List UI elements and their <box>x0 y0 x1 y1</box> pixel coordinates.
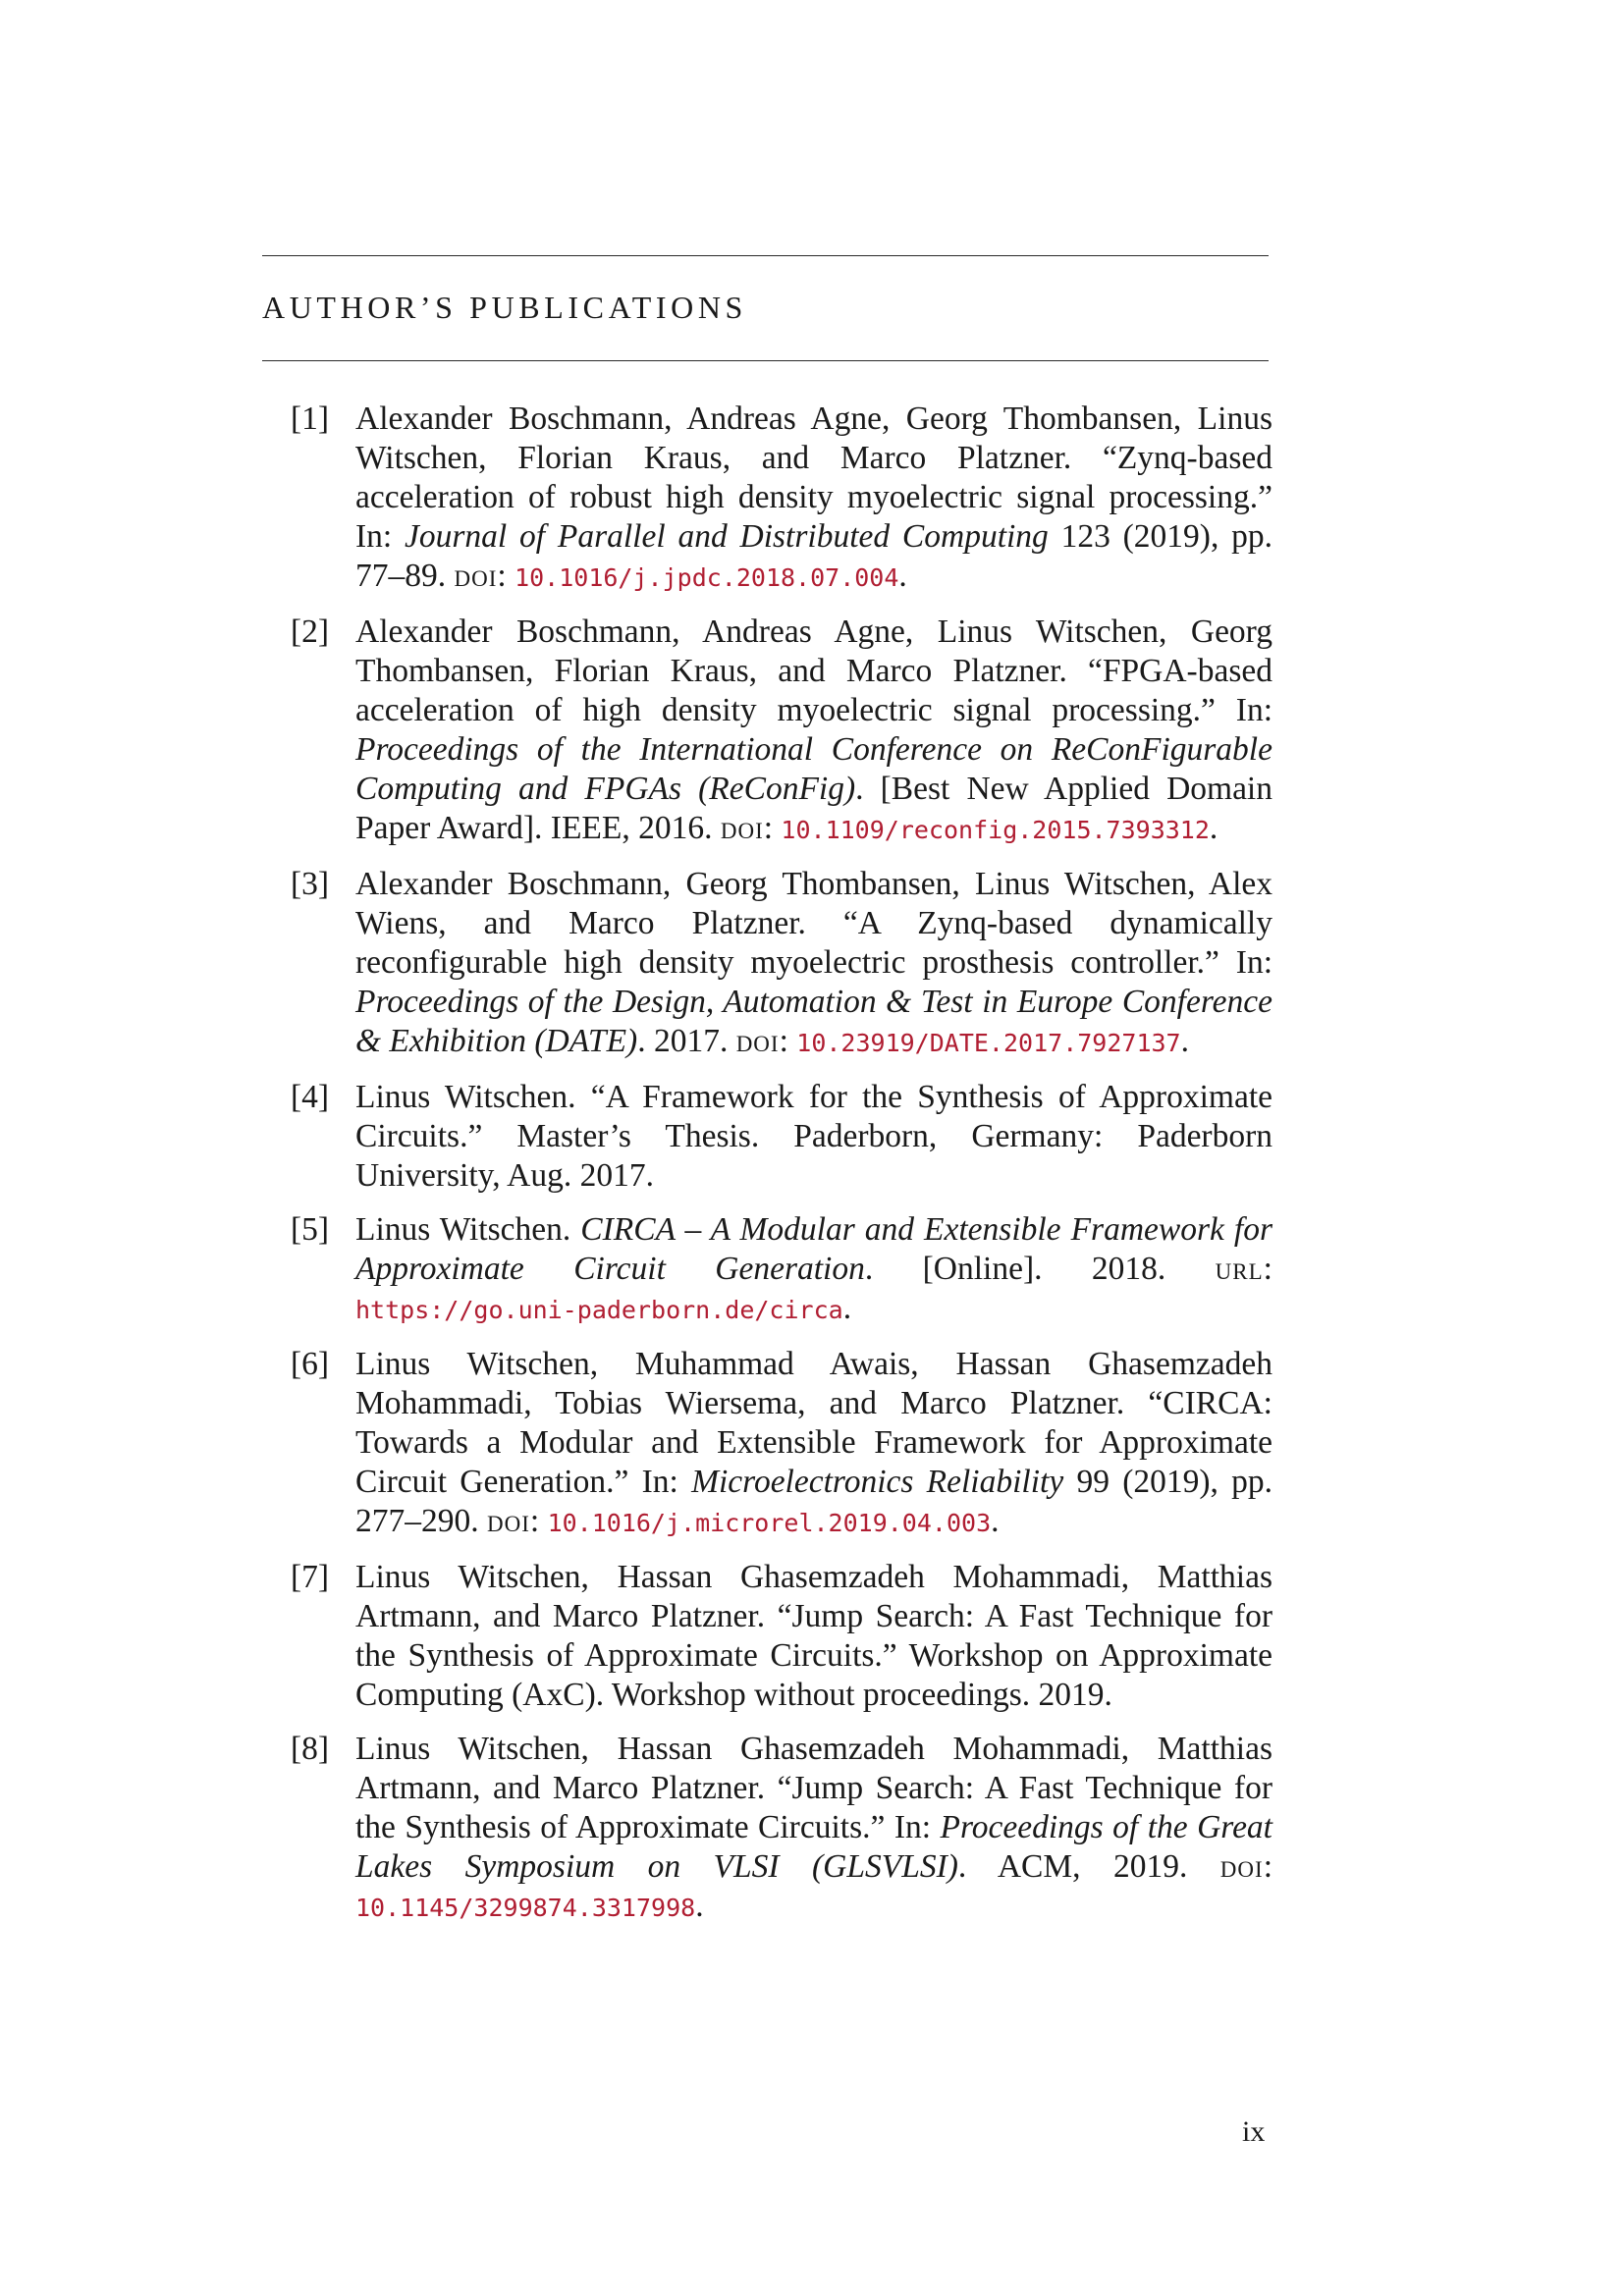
reference-details: . [Online]. 2018. <box>864 1251 1216 1287</box>
reference-details: . ACM, 2019. <box>957 1848 1220 1885</box>
reference-end: . <box>898 558 907 594</box>
url-link[interactable]: https://go.uni-paderborn.de/circa <box>355 1296 843 1324</box>
doi-link[interactable]: 10.1145/3299874.3317998 <box>355 1894 696 1922</box>
identifier-label: doi <box>735 1023 780 1059</box>
reference-7 <box>291 1558 1272 1715</box>
reference-end: . <box>991 1503 1000 1539</box>
reference-end: . <box>1180 1023 1189 1059</box>
reference-end: . <box>1209 810 1218 846</box>
reference-text <box>355 1078 1272 1196</box>
reference-authors-title: Linus Witschen. “A Framework for the Synthesis of Approximate Circuits.” Master’s Thesis. Paderborn, Germany: Paderborn University, Aug. 2017. <box>355 1079 1272 1194</box>
reference-venue: Journal of Parallel and Distributed Computing <box>405 518 1049 555</box>
identifier-colon: : <box>763 810 782 846</box>
reference-venue: Proceedings of the International Conference on ReConFigurable Computing and FPGAs (ReConFig) <box>355 731 1272 807</box>
identifier-label: doi <box>454 558 498 594</box>
reference-number: [7] <box>291 1559 330 1595</box>
reference-text <box>355 613 1272 850</box>
reference-text <box>355 1558 1272 1715</box>
header-top-rule <box>262 255 1269 256</box>
doi-link[interactable]: 10.1016/j.microrel.2019.04.003 <box>547 1509 992 1537</box>
reference-3 <box>291 865 1272 1063</box>
page-number: ix <box>1242 2115 1266 2148</box>
doi-link[interactable]: 10.23919/DATE.2017.7927137 <box>796 1029 1181 1057</box>
reference-text <box>355 865 1272 1063</box>
identifier-label: doi <box>487 1503 530 1539</box>
section-heading: AUTHOR’S PUBLICATIONS <box>262 290 747 325</box>
reference-authors-title: Linus Witschen. <box>355 1211 581 1248</box>
identifier-colon: : <box>1263 1848 1272 1885</box>
reference-number: [3] <box>291 866 330 902</box>
header-bottom-rule <box>262 360 1269 361</box>
reference-authors-title: Alexander Boschmann, Georg Thombansen, Linus Witschen, Alex Wiens, and Marco Platzner. “A Zynq-based dynamically reconfigurable high density myoelectric prosthesis controller.” In: <box>355 866 1272 981</box>
reference-number: [1] <box>291 400 330 437</box>
identifier-label: url <box>1215 1251 1264 1287</box>
reference-text <box>355 400 1272 598</box>
reference-details: . 2017. <box>637 1023 736 1059</box>
identifier-colon: : <box>529 1503 548 1539</box>
reference-number: [4] <box>291 1079 330 1115</box>
reference-authors-title: Alexander Boschmann, Andreas Agne, Georg Thombansen, Linus Witschen, Florian Kraus, and Marco Platzner. “Zynq-based acceleration of robust high density myoelectric signal processing.” In: <box>355 400 1272 555</box>
reference-2 <box>291 613 1272 850</box>
reference-number: [8] <box>291 1731 330 1767</box>
reference-text <box>355 1345 1272 1543</box>
reference-details: . [Best New Applied Domain Paper Award]. IEEE, 2016. <box>355 771 1272 846</box>
reference-venue: Microelectronics Reliability <box>691 1464 1064 1500</box>
identifier-label: doi <box>1219 1848 1264 1885</box>
reference-5 <box>291 1210 1272 1330</box>
reference-venue: CIRCA – A Modular and Extensible Framework for Approximate Circuit Generation <box>355 1211 1272 1287</box>
reference-number: [2] <box>291 614 330 650</box>
reference-details: 99 (2019), pp. 277–290. <box>355 1464 1273 1539</box>
reference-text <box>355 1210 1272 1330</box>
identifier-colon: : <box>497 558 515 594</box>
reference-authors-title: Linus Witschen, Hassan Ghasemzadeh Mohammadi, Matthias Artmann, and Marco Platzner. “Jump Search: A Fast Technique for the Synthesis of Approximate Circuits.” Workshop on Approximate Computing (AxC). Workshop without proceedings. 2019. <box>355 1559 1272 1713</box>
reference-end: . <box>695 1888 704 1924</box>
reference-text <box>355 1730 1272 1928</box>
reference-1 <box>291 400 1272 598</box>
reference-end: . <box>842 1290 852 1326</box>
reference-venue: Proceedings of the Great Lakes Symposium on VLSI (GLSVLSI) <box>355 1809 1272 1885</box>
reference-6 <box>291 1345 1272 1543</box>
reference-authors-title: Alexander Boschmann, Andreas Agne, Linus Witschen, Georg Thombansen, Florian Kraus, and Marco Platzner. “FPGA-based acceleration of high density myoelectric signal processing.” In: <box>355 614 1272 728</box>
reference-authors-title: Linus Witschen, Muhammad Awais, Hassan Ghasemzadeh Mohammadi, Tobias Wiersema, and Marco Platzner. “CIRCA: Towards a Modular and Extensible Framework for Approximate Circuit Generation.” In: <box>355 1346 1272 1500</box>
reference-4 <box>291 1078 1272 1196</box>
identifier-colon: : <box>1263 1251 1272 1287</box>
reference-number: [6] <box>291 1346 330 1382</box>
doi-link[interactable]: 10.1109/reconfig.2015.7393312 <box>781 816 1210 844</box>
identifier-colon: : <box>779 1023 797 1059</box>
identifier-label: doi <box>720 810 764 846</box>
reference-8 <box>291 1730 1272 1928</box>
reference-authors-title: Linus Witschen, Hassan Ghasemzadeh Mohammadi, Matthias Artmann, and Marco Platzner. “Jump Search: A Fast Technique for the Synthesis of Approximate Circuits.” In: <box>355 1731 1272 1845</box>
doi-link[interactable]: 10.1016/j.jpdc.2018.07.004 <box>514 563 899 592</box>
reference-venue: Proceedings of the Design, Automation & Test in Europe Conference & Exhibition (DATE) <box>355 984 1272 1059</box>
reference-number: [5] <box>291 1211 330 1248</box>
reference-list <box>291 400 1272 1943</box>
reference-details: 123 (2019), pp. 77–89. <box>355 518 1273 594</box>
